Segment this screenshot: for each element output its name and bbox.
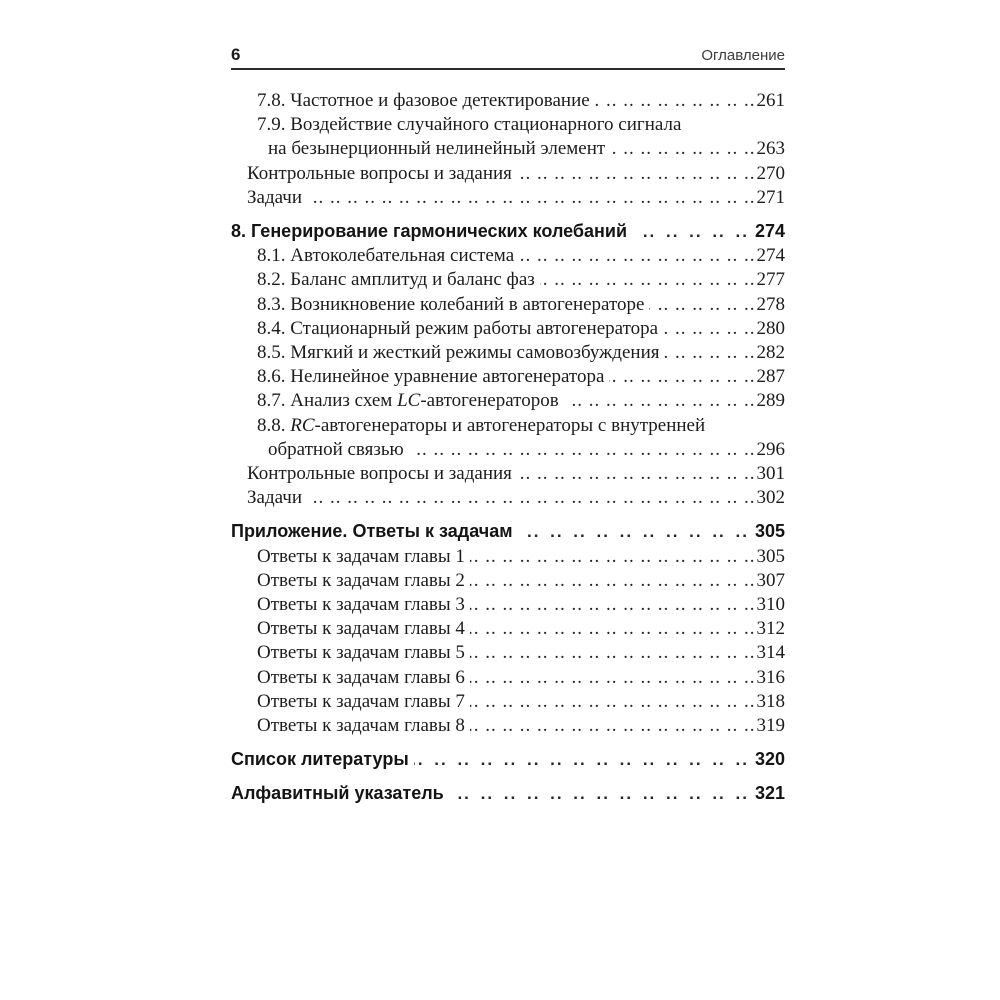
dot-leader xyxy=(517,162,756,186)
toc-entry xyxy=(231,462,785,486)
toc-entry xyxy=(231,714,785,738)
toc-entry-text: 8.4. Стационарный режим работы автогенератора xyxy=(257,317,659,339)
dot-leader xyxy=(307,186,755,210)
toc-entry-text: 8.7. Анализ схем LC-автогенераторов xyxy=(257,390,559,412)
toc-entry xyxy=(231,545,785,569)
toc-list xyxy=(231,89,785,807)
dot-leader xyxy=(540,268,756,292)
toc-entry xyxy=(231,162,785,186)
dot-leader xyxy=(564,389,756,413)
toc-entry-text: Ответы к задачам главы 4 xyxy=(257,618,465,640)
toc-entry-continuation xyxy=(231,438,785,462)
dot-leader xyxy=(470,617,756,641)
dot-leader xyxy=(517,462,756,486)
dot-leader xyxy=(664,341,755,365)
toc-page-number: 261 xyxy=(756,90,785,111)
toc-entry-text: Ответы к задачам главы 3 xyxy=(257,594,465,616)
toc-entry xyxy=(231,519,785,544)
toc-entry xyxy=(231,341,785,365)
toc-entry-text: Приложение. Ответы к задачам xyxy=(231,521,513,542)
toc-entry xyxy=(231,641,785,665)
toc-page-number: 274 xyxy=(754,221,785,242)
toc-page-number: 307 xyxy=(756,569,785,591)
toc-page-number: 277 xyxy=(756,269,785,291)
dot-leader xyxy=(470,593,756,617)
toc-entry xyxy=(231,486,785,510)
toc-entry-text: Задачи xyxy=(247,487,303,509)
dot-leader xyxy=(610,137,755,161)
toc-entry xyxy=(231,389,785,413)
toc-entry xyxy=(231,569,785,593)
toc-entry xyxy=(231,617,785,641)
toc-entry-text: 7.9. Воздействие случайного стационарного сигнала xyxy=(257,114,682,136)
toc-page-number: 301 xyxy=(756,463,785,485)
toc-page-number: 316 xyxy=(756,666,785,688)
toc-entry xyxy=(231,293,785,317)
dot-leader xyxy=(470,714,756,738)
toc-entry-text: Контрольные вопросы и задания xyxy=(247,162,512,184)
toc-page-number: 314 xyxy=(756,642,785,664)
toc-page-number: 263 xyxy=(756,138,785,160)
toc-entry xyxy=(231,219,785,244)
dot-leader xyxy=(609,365,755,389)
toc-entry-text: 8.5. Мягкий и жесткий режимы самовозбуждения xyxy=(257,342,660,364)
toc-page-number: 312 xyxy=(756,618,785,640)
page-number: 6 xyxy=(231,45,241,64)
toc-page-number: 310 xyxy=(756,594,785,616)
dot-leader xyxy=(470,641,756,665)
dot-leader xyxy=(518,520,749,544)
toc-entry-text: Ответы к задачам главы 1 xyxy=(257,545,465,567)
toc-entry xyxy=(231,690,785,714)
toc-entry xyxy=(231,113,785,137)
page-header xyxy=(231,46,785,68)
dot-leader xyxy=(595,89,756,113)
toc-entry xyxy=(231,244,785,268)
toc-entry xyxy=(231,414,785,438)
toc-entry-text: Ответы к задачам главы 2 xyxy=(257,569,465,591)
toc-entry-text: 8.2. Баланс амплитуд и баланс фаз xyxy=(257,269,535,291)
toc-page-number: 305 xyxy=(754,521,785,542)
toc-page-number: 270 xyxy=(756,162,785,184)
dot-leader xyxy=(449,782,749,806)
toc-entry-continuation xyxy=(231,137,785,161)
dot-leader xyxy=(649,293,755,317)
toc-page-number: 271 xyxy=(756,186,785,208)
toc-page-number: 278 xyxy=(756,293,785,315)
toc-entry-text: Ответы к задачам главы 6 xyxy=(257,666,465,688)
dot-leader xyxy=(409,438,756,462)
page-content xyxy=(231,46,785,807)
running-title: Оглавление xyxy=(701,47,785,64)
toc-entry xyxy=(231,781,785,806)
header-rule xyxy=(231,68,785,70)
dot-leader xyxy=(470,666,756,690)
dot-leader xyxy=(470,690,756,714)
toc-page-number: 287 xyxy=(756,366,785,388)
toc-entry-text: Ответы к задачам главы 5 xyxy=(257,642,465,664)
dot-leader xyxy=(470,545,756,569)
dot-leader xyxy=(663,317,755,341)
toc-page-number: 289 xyxy=(756,390,785,412)
dot-leader xyxy=(414,748,749,772)
toc-entry-text: Список литературы xyxy=(231,749,409,770)
toc-entry-text: на безынерционный нелинейный элемент xyxy=(268,138,606,160)
toc-page-number: 321 xyxy=(754,783,785,804)
toc-entry xyxy=(231,89,785,113)
toc-entry-text: обратной связью xyxy=(268,438,404,460)
toc-entry xyxy=(231,365,785,389)
toc-entry-text: Задачи xyxy=(247,186,303,208)
toc-page-number: 282 xyxy=(756,342,785,364)
toc-entry-text: Ответы к задачам главы 7 xyxy=(257,690,465,712)
toc-entry-text: Ответы к задачам главы 8 xyxy=(257,715,465,737)
toc-entry-text: 8.1. Автоколебательная система xyxy=(257,245,515,267)
toc-entry-text: 7.8. Частотное и фазовое детектирование xyxy=(257,90,590,111)
toc-page-number: 305 xyxy=(756,545,785,567)
toc-entry-text: Алфавитный указатель xyxy=(231,783,444,804)
toc-page-number: 274 xyxy=(756,245,785,267)
dot-leader xyxy=(307,486,755,510)
toc-entry-text: 8.6. Нелинейное уравнение автогенератора xyxy=(257,366,605,388)
toc-page-number: 296 xyxy=(756,438,785,460)
toc-entry xyxy=(231,666,785,690)
toc-entry-text: Контрольные вопросы и задания xyxy=(247,463,512,485)
toc-entry xyxy=(231,747,785,772)
toc-entry-text: 8.3. Возникновение колебаний в автогенераторе xyxy=(257,293,645,315)
dot-leader xyxy=(632,220,749,244)
toc-entry-text: 8.8. RC-автогенераторы и автогенераторы с внутренней xyxy=(257,414,706,436)
toc-entry xyxy=(231,186,785,210)
toc-entry-text: 8. Генерирование гармонических колебаний xyxy=(231,221,628,242)
toc-page-number: 280 xyxy=(756,317,785,339)
dot-leader xyxy=(470,569,756,593)
toc-entry xyxy=(231,268,785,292)
toc-entry xyxy=(231,317,785,341)
toc-page-number: 319 xyxy=(756,715,785,737)
toc-entry xyxy=(231,593,785,617)
toc-page-number: 320 xyxy=(754,749,785,770)
toc-page-number: 302 xyxy=(756,487,785,509)
toc-page-number: 318 xyxy=(756,690,785,712)
dot-leader xyxy=(519,244,755,268)
